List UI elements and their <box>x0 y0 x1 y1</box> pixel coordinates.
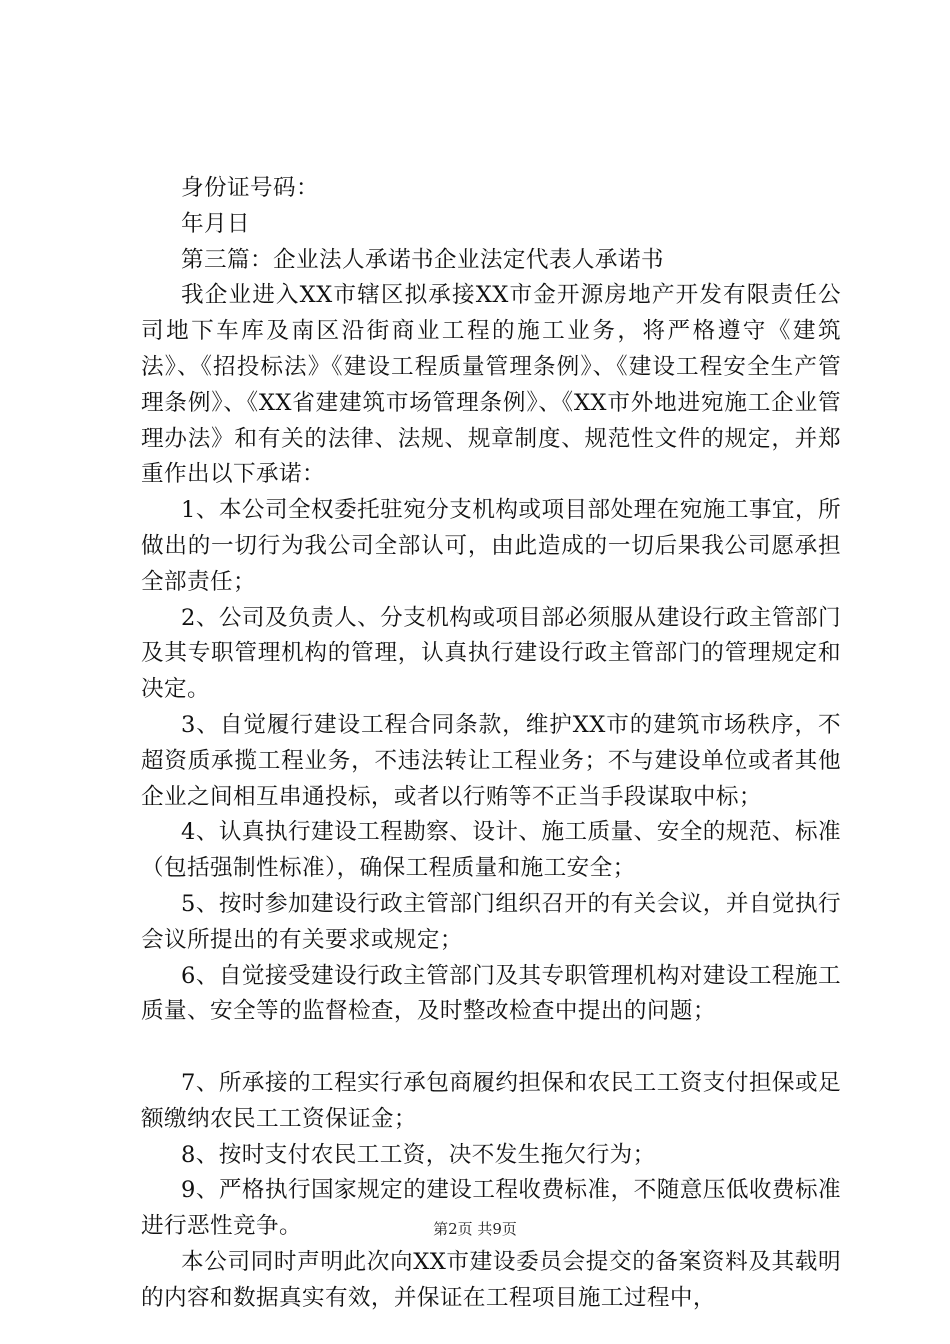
commitment-item-7: 7、所承接的工程实行承包商履约担保和农民工工资支付担保或足额缴纳农民工工资保证金； <box>141 1069 841 1132</box>
document-body <box>141 171 841 1317</box>
declaration-paragraph: 本公司同时声明此次向XX市建设委员会提交的备案资料及其载明的内容和数据真实有效，并保证在工程项目施工过程中， <box>141 1248 841 1311</box>
date-line: 年月日 <box>181 210 250 237</box>
commitment-item-8: 8、按时支付农民工工资，决不发生拖欠行为； <box>181 1141 656 1168</box>
commitment-item-1: 1、本公司全权委托驻宛分支机构或项目部处理在宛施工事宜，所做出的一切行为我公司全部认可，由此造成的一切后果我公司愿承担全部责任； <box>141 497 841 595</box>
commitment-item-9: 9、严格执行国家规定的建设工程收费标准，不随意压低收费标准进行恶性竞争。 <box>141 1177 841 1240</box>
page-footer <box>0 1219 950 1239</box>
commitment-item-5: 5、按时参加建设行政主管部门组织召开的有关会议，并自觉执行会议所提出的有关要求或规定； <box>141 890 841 953</box>
section-heading: 第三篇：企业法人承诺书企业法定代表人承诺书 <box>181 246 664 273</box>
commitment-item-2: 2、公司及负责人、分支机构或项目部必须服从建设行政主管部门及其专职管理机构的管理，认真执行建设行政主管部门的管理规定和决定。 <box>141 604 841 703</box>
commitment-item-6: 6、自觉接受建设行政主管部门及其专职管理机构对建设工程施工质量、安全等的监督检查，及时整改检查中提出的问题； <box>141 962 841 1025</box>
page-number: 第2页 共9页 <box>433 1220 517 1238</box>
id-number-line: 身份证号码： <box>181 175 319 201</box>
commitment-item-4: 4、认真执行建设工程勘察、设计、施工质量、安全的规范、标准（包括强制性标准），确保工程质量和施工安全； <box>141 819 841 882</box>
intro-paragraph: 我企业进入XX市辖区拟承接XX市金开源房地产开发有限责任公司地下车库及南区沿街商业工程的施工业务，将严格遵守《建筑法》、《招投标法》《建设工程质量管理条例》、《建设工程安全生产管理条例》、《XX省建建筑市场管理条例》、《XX市外地进宛施工企业管理办法》和有关的法律、法规、规章制度、规范性文件的规定，并郑重作出以下承诺： <box>141 282 841 488</box>
commitment-item-3: 3、自觉履行建设工程合同条款，维护XX市的建筑市场秩序，不超资质承揽工程业务，不违法转让工程业务；不与建设单位或者其他企业之间相互串通投标，或者以行贿等不正当手段谋取中标； <box>141 711 841 810</box>
